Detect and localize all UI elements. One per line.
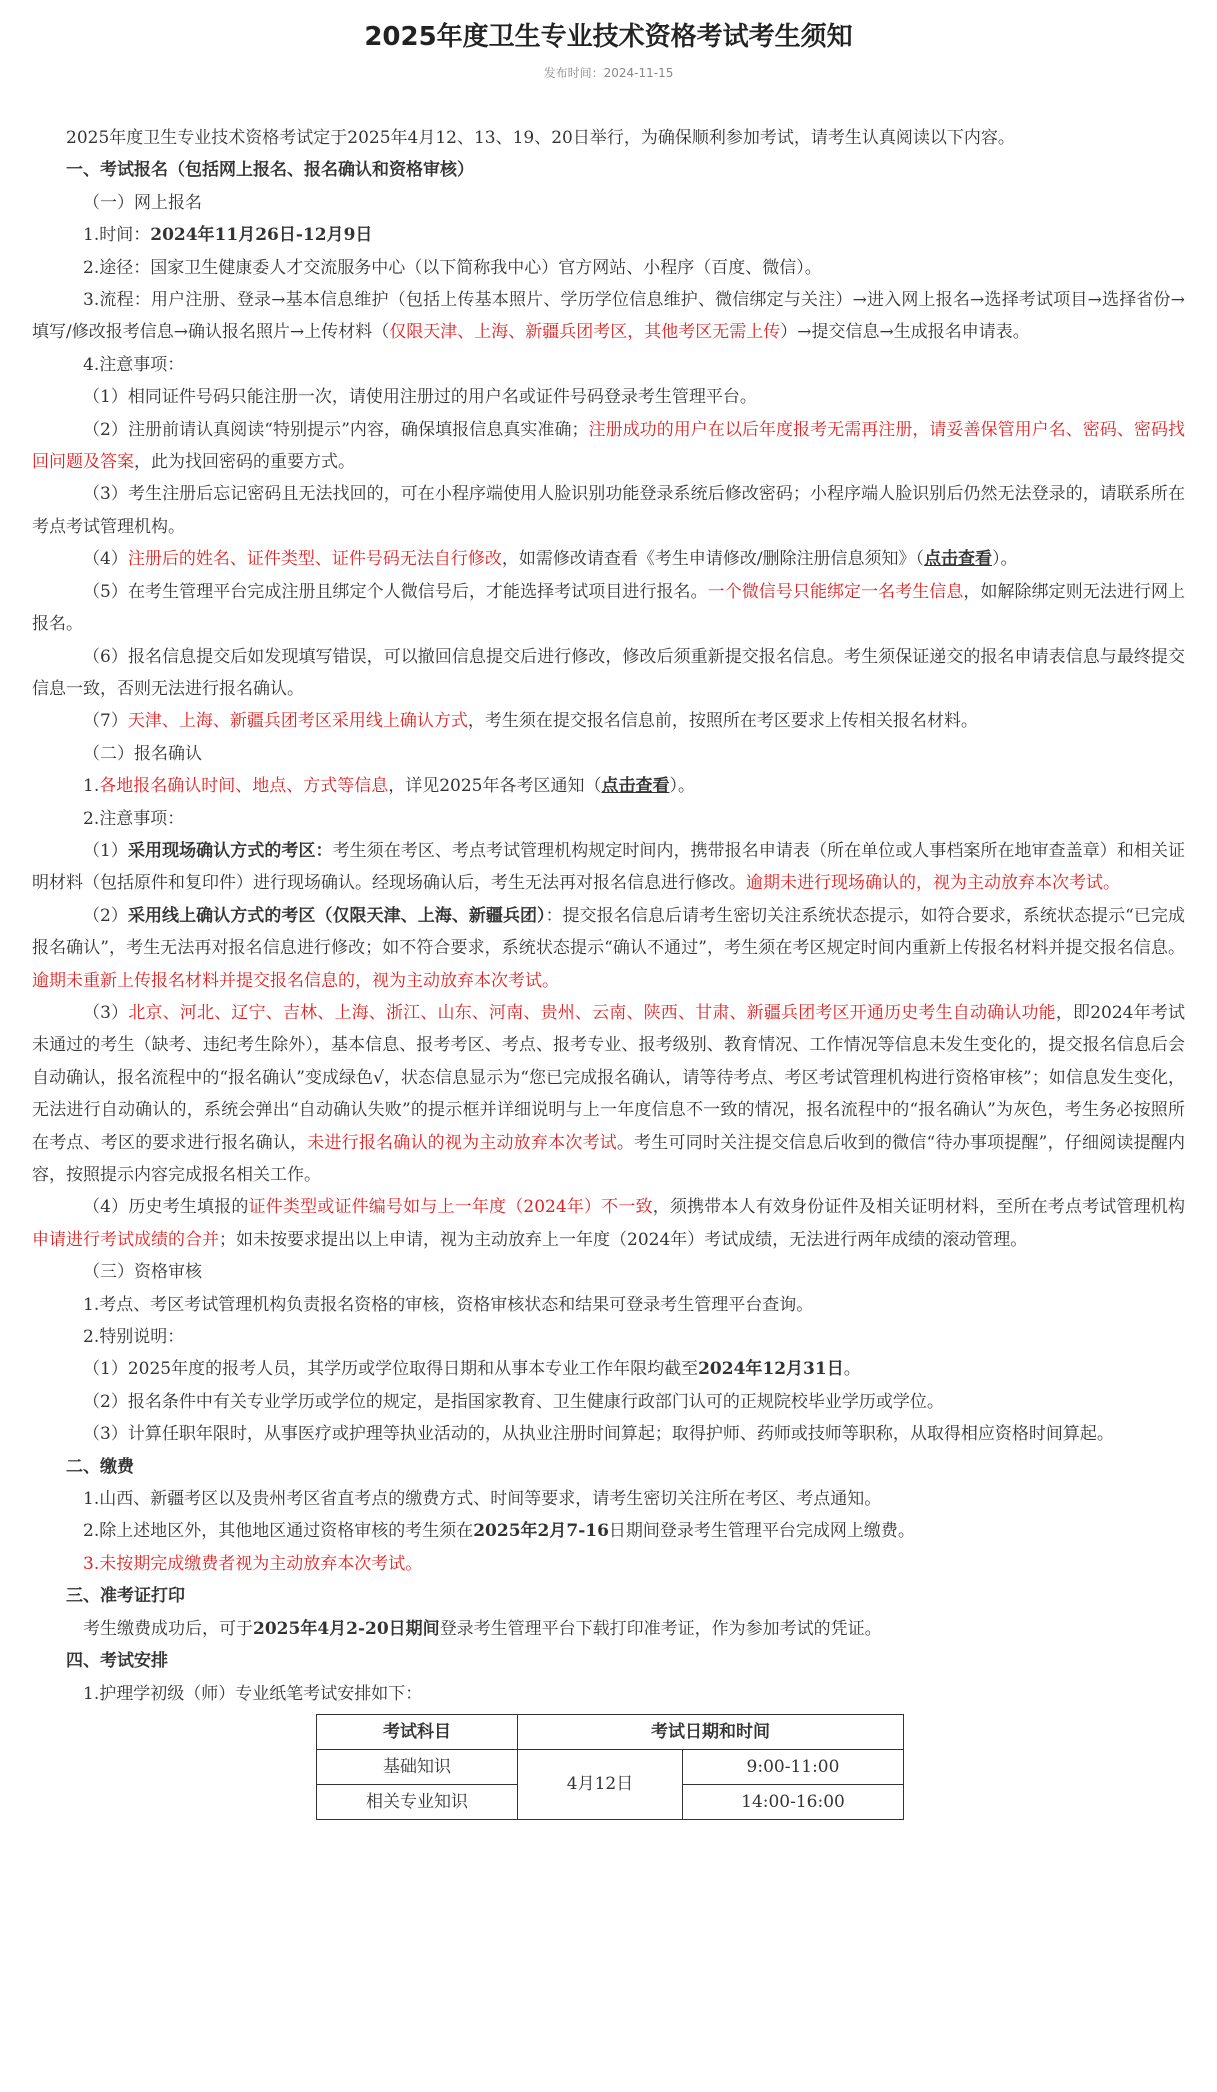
payment-2: 2.除上述地区外，其他地区通过资格审核的考生须在2025年2月7-16日期间登录考生管理平台完成网上缴费。 xyxy=(83,1521,915,1542)
confirm-note-2: （2）采用线上确认方式的考区（仅限天津、上海、新疆兵团）：提交报名信息后请考生密切关注系统状态提示，如符合要求，系统状态提示“已完成报名确认”，考生无法再对报名信息进行修改；如不符合要求，系统状态提示“确认不通过”，考生须在考区规定时间内重新上传报名材料并提交报名信息。逾期未重新上传报名材料并提交报名信息的，视为主动放弃本次考试。 xyxy=(32,905,1185,991)
registration-route: 2.途径：国家卫生健康委人才交流服务中心（以下简称我中心）官方网站、小程序（百度、微信）。 xyxy=(83,257,822,278)
confirm-1: 1.各地报名确认时间、地点、方式等信息，详见2025年各考区通知（点击查看）。 xyxy=(83,776,695,797)
exam-schedule-table xyxy=(316,1714,904,1820)
schedule-intro: 1.护理学初级（师）专业纸笔考试安排如下： xyxy=(83,1683,423,1704)
publish-date: 发布时间：2024-11-15 xyxy=(543,66,674,80)
confirm-notes-heading: 2.注意事项： xyxy=(83,808,185,829)
table-header-datetime: 考试日期和时间 xyxy=(518,1714,904,1749)
table-cell-date: 4月12日 xyxy=(518,1749,683,1819)
table-cell-subject: 基础知识 xyxy=(317,1749,518,1784)
note-6: （6）报名信息提交后如发现填写错误，可以撤回信息提交后进行修改，修改后须重新提交报名信息。考生须保证递交的报名申请表信息与最终提交信息一致，否则无法进行报名确认。 xyxy=(32,646,1185,699)
intro-paragraph: 2025年度卫生专业技术资格考试定于2025年4月12、13、19、20日举行，为确保顺利参加考试，请考生认真阅读以下内容。 xyxy=(66,128,1015,148)
note-5: （5）在考生管理平台完成注册且绑定个人微信号后，才能选择考试项目进行报名。一个微信号只能绑定一名考生信息，如解除绑定则无法进行网上报名。 xyxy=(32,581,1186,635)
table-cell-time: 14:00-16:00 xyxy=(683,1784,904,1819)
registration-time: 1.时间：2024年11月26日-12月9日 xyxy=(83,225,373,246)
subsection-qualification-review: （三）资格审核 xyxy=(83,1262,202,1283)
confirm-note-1: （1）采用现场确认方式的考区：考生须在考区、考点考试管理机构规定时间内，携带报名申请表（所在单位或人事档案所在地审查盖章）和相关证明材料（包括原件和复印件）进行现场确认。经现场确认后，考生无法再对报名信息进行修改。逾期未进行现场确认的，视为主动放弃本次考试。 xyxy=(32,840,1186,894)
table-header-row xyxy=(317,1714,904,1749)
page-title: 2025年度卫生专业技术资格考试考生须知 xyxy=(364,22,853,52)
payment-3: 3.未按期完成缴费者视为主动放弃本次考试。 xyxy=(83,1553,423,1574)
table-row xyxy=(317,1749,904,1784)
note-3: （3）考生注册后忘记密码且无法找回的，可在小程序端使用人脸识别功能登录系统后修改密码；小程序端人脸识别后仍然无法登录的，请联系所在考点考试管理机构。 xyxy=(32,484,1185,537)
confirm-note-4: （4）历史考生填报的证件类型或证件编号如与上一年度（2024年）不一致，须携带本人有效身份证件及相关证明材料，至所在考点考试管理机构申请进行考试成绩的合并；如未按要求提出以上申请，视为主动放弃上一年度（2024年）考试成绩，无法进行两年成绩的滚动管理。 xyxy=(32,1197,1185,1250)
section-3-heading: 三、准考证打印 xyxy=(66,1586,185,1607)
modify-info-link[interactable]: 点击查看 xyxy=(924,549,993,570)
registration-flow: 3.流程：用户注册、登录→基本信息维护（包括上传基本照片、学历学位信息维护、微信绑定与关注）→进入网上报名→选择考试项目→选择省份→填写/修改报考信息→确认报名照片→上传材料（仅限天津、上海、新疆兵团考区，其他考区无需上传）→提交信息→生成报名申请表。 xyxy=(32,290,1185,343)
section-2-heading: 二、缴费 xyxy=(66,1456,134,1477)
notes-heading: 4.注意事项： xyxy=(83,354,185,375)
review-1: 1.考点、考区考试管理机构负责报名资格的审核，资格审核状态和结果可登录考生管理平台查询。 xyxy=(83,1294,814,1315)
table-cell-time: 9:00-11:00 xyxy=(683,1749,904,1784)
subsection-registration-confirm: （二）报名确认 xyxy=(83,743,202,764)
region-notice-link[interactable]: 点击查看 xyxy=(601,776,670,797)
note-1: （1）相同证件号码只能注册一次，请使用注册过的用户名或证件号码登录考生管理平台。 xyxy=(83,387,757,408)
notice-body xyxy=(32,122,1185,1820)
registration-time-value: 2024年11月26日-12月9日 xyxy=(150,225,373,246)
note-2: （2）注册前请认真阅读“特别提示”内容，确保填报信息真实准确；注册成功的用户在以后年度报考无需再注册，请妥善保管用户名、密码、密码找回问题及答案，此为找回密码的重要方式。 xyxy=(32,419,1186,473)
flow-upload-note: 仅限天津、上海、新疆兵团考区，其他考区无需上传 xyxy=(389,322,781,343)
subsection-online-registration: （一）网上报名 xyxy=(83,192,202,213)
table-cell-subject: 相关专业知识 xyxy=(317,1784,518,1819)
note-7: （7）天津、上海、新疆兵团考区采用线上确认方式，考生须在提交报名信息前，按照所在考区要求上传相关报名材料。 xyxy=(83,711,978,732)
review-note-2: （2）报名条件中有关专业学历或学位的规定，是指国家教育、卫生健康行政部门认可的正规院校毕业学历或学位。 xyxy=(83,1391,944,1412)
section-4-heading: 四、考试安排 xyxy=(66,1651,168,1672)
admission-ticket-paragraph: 考生缴费成功后，可于2025年4月2-20日期间登录考生管理平台下载打印准考证，作为参加考试的凭证。 xyxy=(83,1618,882,1639)
review-note-1: （1）2025年度的报考人员，其学历或学位取得日期和从事本专业工作年限均截至2024年12月31日。 xyxy=(83,1359,861,1380)
confirm-note-3: （3）北京、河北、辽宁、吉林、上海、浙江、山东、河南、贵州、云南、陕西、甘肃、新疆兵团考区开通历史考生自动确认功能，即2024年考试未通过的考生（缺考、违纪考生除外），基本信息、报考考区、考点、报考专业、报考级别、教育情况、工作情况等信息未发生变化的，提交报名信息后会自动确认，报名流程中的“报名确认”变成绿色√，状态信息显示为“您已完成报名确认，请等待考点、考区考试管理机构进行资格审核”；如信息发生变化，无法进行自动确认的，系统会弹出“自动确认失败”的提示框并详细说明与上一年度信息不一致的情况，报名流程中的“报名确认”为灰色，考生务必按照所在考点、考区的要求进行报名确认，未进行报名确认的视为主动放弃本次考试。考生可同时关注提交信息后收到的微信“待办事项提醒”，仔细阅读提醒内容，按照提示内容完成报名相关工作。 xyxy=(32,1002,1185,1185)
review-2: 2.特别说明： xyxy=(83,1327,185,1348)
section-1-heading: 一、考试报名（包括网上报名、报名确认和资格审核） xyxy=(66,160,474,181)
review-note-3: （3）计算任职年限时，从事医疗或护理等执业活动的，从执业注册时间算起；取得护师、药师或技师等职称，从取得相应资格时间算起。 xyxy=(83,1424,1114,1445)
payment-1: 1.山西、新疆考区以及贵州考区省直考点的缴费方式、时间等要求，请考生密切关注所在考区、考点通知。 xyxy=(83,1489,882,1510)
note-4: （4）注册后的姓名、证件类型、证件号码无法自行修改，如需修改请查看《考生申请修改/删除注册信息须知》（点击查看）。 xyxy=(83,549,1018,570)
table-header-subject: 考试科目 xyxy=(317,1714,518,1749)
